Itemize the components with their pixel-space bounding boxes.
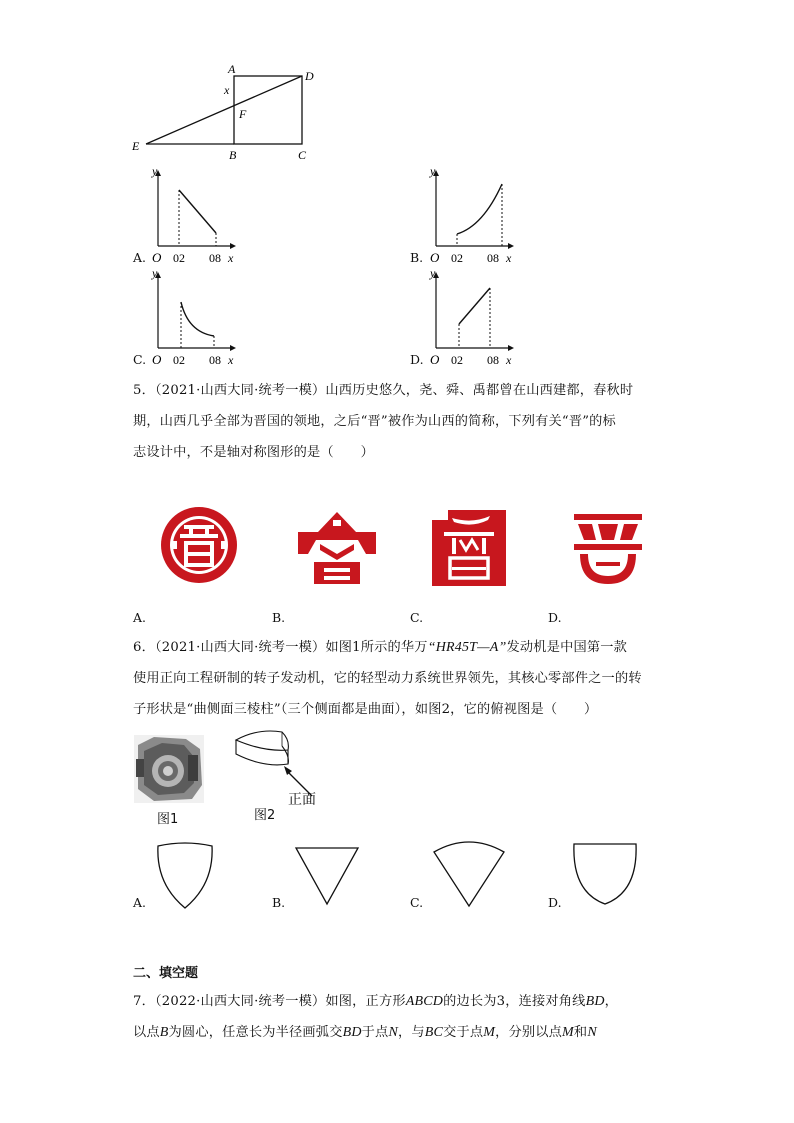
q4-option-a-letter[interactable]: A. <box>133 250 147 265</box>
jin-logo-c[interactable] <box>432 510 506 586</box>
section-title: 二、填空题 <box>133 966 199 981</box>
q4-option-b-letter[interactable]: B. <box>410 250 424 265</box>
q6-option-c[interactable]: C. <box>410 895 424 910</box>
q6-shape-d[interactable] <box>570 840 640 908</box>
q4-option-c-letter[interactable]: C. <box>133 352 147 367</box>
svg-text:x: x <box>506 251 512 265</box>
label-C: C <box>298 148 307 162</box>
label-A: A <box>228 62 236 76</box>
q6-shape-c[interactable] <box>430 838 508 910</box>
engine-photo <box>134 735 204 803</box>
label-D: D <box>305 69 314 83</box>
svg-text:02: 02 <box>451 353 463 367</box>
q5-option-d[interactable]: D. <box>548 610 562 625</box>
label-E: E <box>132 139 140 153</box>
fig1-caption: 图1 <box>157 812 179 827</box>
jin-logo-a[interactable] <box>159 505 239 585</box>
q6-option-a[interactable]: A. <box>133 895 147 910</box>
svg-text:x: x <box>228 353 234 367</box>
q6-shape-a[interactable] <box>150 840 220 912</box>
svg-text:08: 08 <box>209 353 221 367</box>
q4-a-tick2: 08 <box>209 251 221 265</box>
svg-text:08: 08 <box>487 353 499 367</box>
q6-text <box>133 632 661 725</box>
svg-text:08: 08 <box>487 251 499 265</box>
q5-line1: 5．（2021·山西大同·统考一模）山西历史悠久，尧、舜、禹都曾在山西建都，春秋时 <box>133 383 634 398</box>
q4-option-b-graph[interactable] <box>428 162 528 266</box>
q5-option-a[interactable]: A. <box>133 610 147 625</box>
svg-text:x: x <box>506 353 512 367</box>
label-F: F <box>239 107 247 121</box>
q5-line3: 志设计中，不是轴对称图形的是（ ） <box>133 445 374 460</box>
svg-text:02: 02 <box>173 353 185 367</box>
q4-a-origin: O <box>152 250 162 265</box>
q4-a-x-label: x <box>228 251 234 265</box>
q6-option-d[interactable]: D. <box>548 895 562 910</box>
fig2-caption: 图2 <box>254 808 276 823</box>
jin-logo-b[interactable] <box>296 510 378 586</box>
q7-line2: 以点B为圆心，任意长为半径画弧交BD于点N，与BC交于点M，分别以点M和N <box>133 1025 597 1040</box>
svg-text:O: O <box>430 250 440 265</box>
jin-logo-d[interactable] <box>570 510 646 586</box>
q4-option-c-graph[interactable] <box>150 264 250 368</box>
svg-text:y: y <box>430 266 436 280</box>
q4-a-tick1: 02 <box>173 251 185 265</box>
q4-option-a-graph[interactable] <box>150 162 250 266</box>
q5-option-c[interactable]: C. <box>410 610 424 625</box>
svg-text:O: O <box>430 352 440 367</box>
q4-option-d-graph[interactable] <box>428 264 528 368</box>
q5-text <box>133 375 661 468</box>
q4-a-y-label: y <box>152 164 158 178</box>
q6-line3: 子形状是“曲侧面三棱柱”（三个侧面都是曲面），如图2，它的俯视图是（ ） <box>133 702 598 717</box>
label-x: x <box>224 83 230 97</box>
geometry-figure <box>128 58 328 168</box>
front-label: 正面 <box>288 792 316 808</box>
q7-text <box>133 986 661 1048</box>
q6-line2: 使用正向工程研制的转子发动机，它的轻型动力系统世界领先，其核心零部件之一的转 <box>133 671 642 686</box>
svg-text:y: y <box>430 164 436 178</box>
svg-text:y: y <box>152 266 158 280</box>
svg-text:O: O <box>152 352 162 367</box>
label-B: B <box>229 148 237 162</box>
q5-option-b[interactable]: B. <box>272 610 286 625</box>
q6-option-b[interactable]: B. <box>272 895 286 910</box>
q4-option-d-letter[interactable]: D. <box>410 352 424 367</box>
q7-line1: 7．（2022·山西大同·统考一模）如图，正方形ABCD的边长为3，连接对角线BD， <box>133 994 619 1009</box>
svg-text:02: 02 <box>451 251 463 265</box>
q5-line2: 期，山西几乎全部为晋国的领地，之后“晋”被作为山西的简称，下列有关“晋”的标 <box>133 414 616 429</box>
q6-line1: 6．（2021·山西大同·统考一模）如图1所示的华万“HR45T—A”发动机是中国第一款 <box>133 640 628 655</box>
q6-shape-b[interactable] <box>294 846 360 908</box>
